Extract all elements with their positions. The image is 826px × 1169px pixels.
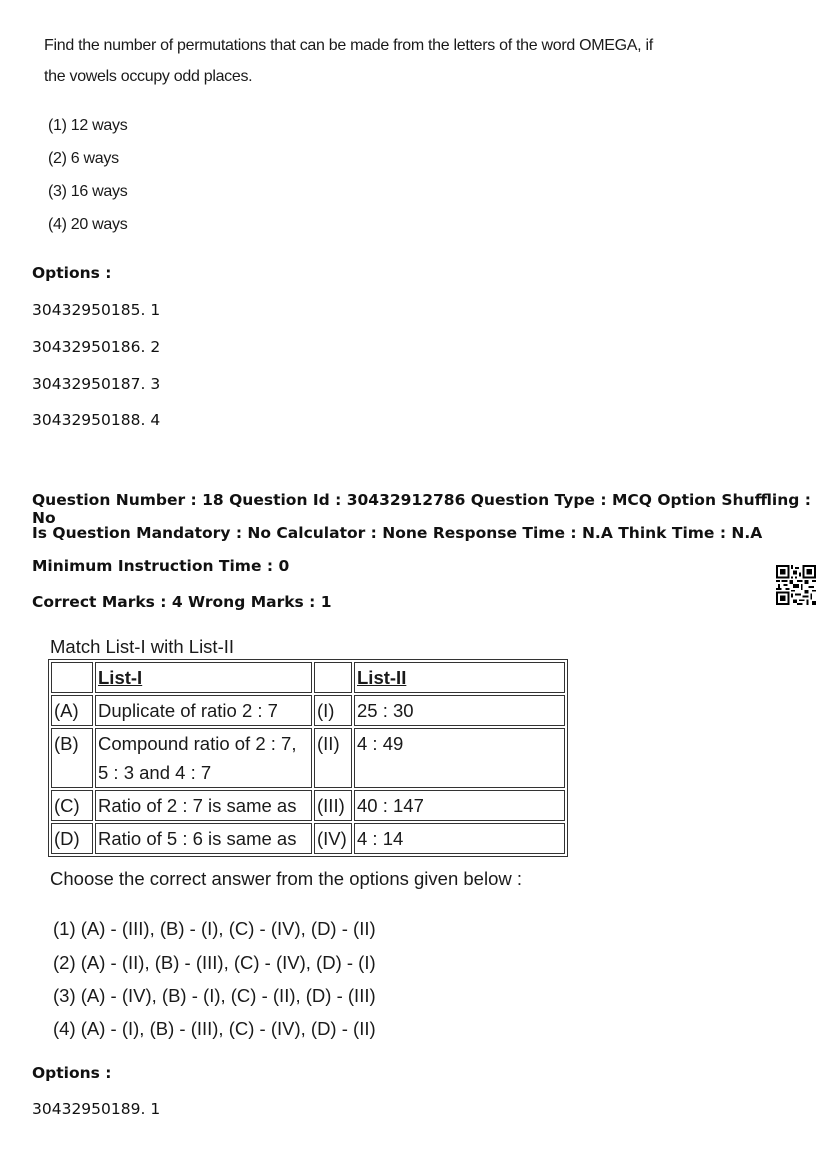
qr-code-icon [776, 565, 816, 605]
table-row [51, 728, 565, 788]
choice-4: (4) (A) - (I), (B) - (III), (C) - (IV), (D) - (II) [53, 1018, 376, 1039]
table-cell: (D) [51, 823, 93, 854]
question-text-line2: the vowels occupy odd places. [44, 68, 253, 85]
match-table [48, 659, 568, 857]
table-cell: (A) [51, 695, 93, 726]
question-meta-line2: Is Question Mandatory : No Calculator : None Response Time : N.A Think Time : N.A [32, 524, 763, 542]
choice-3: (3) (A) - (IV), (B) - (I), (C) - (II), (D) - (III) [53, 985, 376, 1006]
choice-2: (2) 6 ways [48, 150, 119, 167]
question-meta-line1: Question Number : 18 Question Id : 30432912786 Question Type : MCQ Option Shuffling : No [32, 491, 811, 527]
option-item: 30432950187. 3 [32, 375, 161, 393]
table-cell: Ratio of 5 : 6 is same as [95, 823, 312, 854]
table-cell: (IV) [314, 823, 352, 854]
table-cell: 4 : 49 [354, 728, 565, 788]
table-header-cell [314, 662, 352, 693]
table-cell: 25 : 30 [354, 695, 565, 726]
table-cell: 4 : 14 [354, 823, 565, 854]
option-item: 30432950189. 1 [32, 1100, 161, 1118]
table-header-cell: List-I [95, 662, 312, 693]
option-item: 30432950188. 4 [32, 411, 161, 429]
table-cell: (I) [314, 695, 352, 726]
choice-2: (2) (A) - (II), (B) - (III), (C) - (IV), (D) - (I) [53, 952, 376, 973]
table-row [51, 790, 565, 821]
question-meta-line4: Correct Marks : 4 Wrong Marks : 1 [32, 593, 332, 611]
options-label: Options : [32, 1064, 112, 1082]
table-row [51, 695, 565, 726]
match-instruction: Choose the correct answer from the options given below : [50, 868, 522, 889]
option-item: 30432950185. 1 [32, 301, 161, 319]
choice-1: (1) (A) - (III), (B) - (I), (C) - (IV), (D) - (II) [53, 918, 376, 939]
choice-1: (1) 12 ways [48, 117, 128, 134]
table-cell: Compound ratio of 2 : 7, 5 : 3 and 4 : 7 [95, 728, 312, 788]
table-cell: (C) [51, 790, 93, 821]
table-header-cell [51, 662, 93, 693]
table-cell: 40 : 147 [354, 790, 565, 821]
question-text-line1: Find the number of permutations that can be made from the letters of the word OMEGA, if [44, 37, 653, 54]
table-cell: Duplicate of ratio 2 : 7 [95, 695, 312, 726]
table-cell: (B) [51, 728, 93, 788]
table-row [51, 823, 565, 854]
table-cell: (II) [314, 728, 352, 788]
table-cell: (III) [314, 790, 352, 821]
table-header-cell: List-II [354, 662, 565, 693]
choice-3: (3) 16 ways [48, 183, 128, 200]
table-header-row [51, 662, 565, 693]
options-label: Options : [32, 264, 112, 282]
choice-4: (4) 20 ways [48, 216, 128, 233]
table-cell: Ratio of 2 : 7 is same as [95, 790, 312, 821]
question-meta-line3: Minimum Instruction Time : 0 [32, 557, 290, 575]
match-intro: Match List-I with List-II [50, 636, 235, 657]
option-item: 30432950186. 2 [32, 338, 161, 356]
